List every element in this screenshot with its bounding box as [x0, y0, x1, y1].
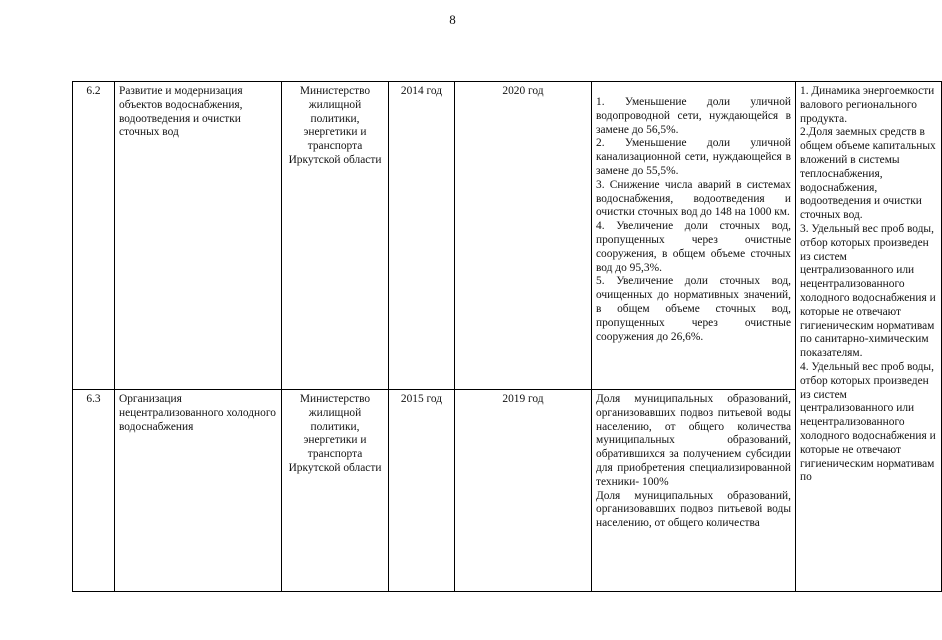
result-item: Доля муниципальных образований, организовавших подвоз питьевой воды населению, от общего количества — [596, 489, 791, 530]
result-item: Доля муниципальных образований, организовавших подвоз питьевой воды населению, от общего количества муниципальных образований, обратившихся за получением субсидии для приобретения специализированной техники- 100% — [596, 393, 791, 488]
measure-name: Организация нецентрализованного холодного водоснабжения — [115, 390, 282, 592]
row-number: 6.3 — [73, 390, 115, 592]
result-item: 2. Уменьшение доли уличной канализационной сети, нуждающейся в замене до 55,5%. — [596, 137, 791, 177]
result-item: 4. Увеличение доли сточных вод, пропущенных через очистные сооружения, в общем объеме сточных вод до 95,3%. — [596, 220, 791, 274]
indicator-item: 2.Доля заемных средств в общем объеме капитальных вложений в системы теплоснабжения, водоснабжения, водоотведения и очистки сточных вод. — [800, 126, 936, 222]
responsible-executor: Министерство жилищной политики, энергетики и транспорта Иркутской области — [282, 390, 389, 592]
end-year: 2019 год — [455, 390, 592, 592]
start-year: 2014 год — [389, 82, 455, 390]
expected-results — [592, 390, 796, 592]
responsible-executor: Министерство жилищной политики, энергетики и транспорта Иркутской области — [282, 82, 389, 390]
end-year: 2020 год — [455, 82, 592, 390]
result-item: 5. Увеличение доли сточных вод, очищенных до нормативных значений, в общем объеме сточных вод, пропущенных через очистные сооружения до 26,6%. — [596, 275, 791, 343]
expected-results — [592, 82, 796, 390]
target-indicators — [796, 82, 942, 592]
page-number: 8 — [449, 12, 456, 27]
measure-name: Развитие и модернизация объектов водоснабжения, водоотведения и очистки сточных вод — [115, 82, 282, 390]
indicator-item: 4. Удельный вес проб воды, отбор которых произведен из систем централизованного или нецентрализованного холодного водоснабжения и которые не отвечают гигиеническим нормативам по — [800, 360, 936, 484]
result-item: 1. Уменьшение доли уличной водопроводной сети, нуждающейся в замене до 56,5%. — [596, 96, 791, 136]
indicator-item: 3. Удельный вес проб воды, отбор которых произведен из систем централизованного или нецентрализованного холодного водоснабжения и которые не отвечают гигиеническим нормативам по санитарно-химическим показателям. — [800, 222, 936, 360]
result-item: 3. Снижение числа аварий в системах водоснабжения, водоотведения и очистки сточных вод до 148 на 1000 км. — [596, 178, 791, 219]
start-year: 2015 год — [389, 390, 455, 592]
row-number: 6.2 — [73, 82, 115, 390]
program-measures-table — [72, 81, 942, 592]
table-row — [73, 82, 942, 390]
indicator-item: 1. Динамика энергоемкости валового регионального продукта. — [800, 85, 935, 125]
